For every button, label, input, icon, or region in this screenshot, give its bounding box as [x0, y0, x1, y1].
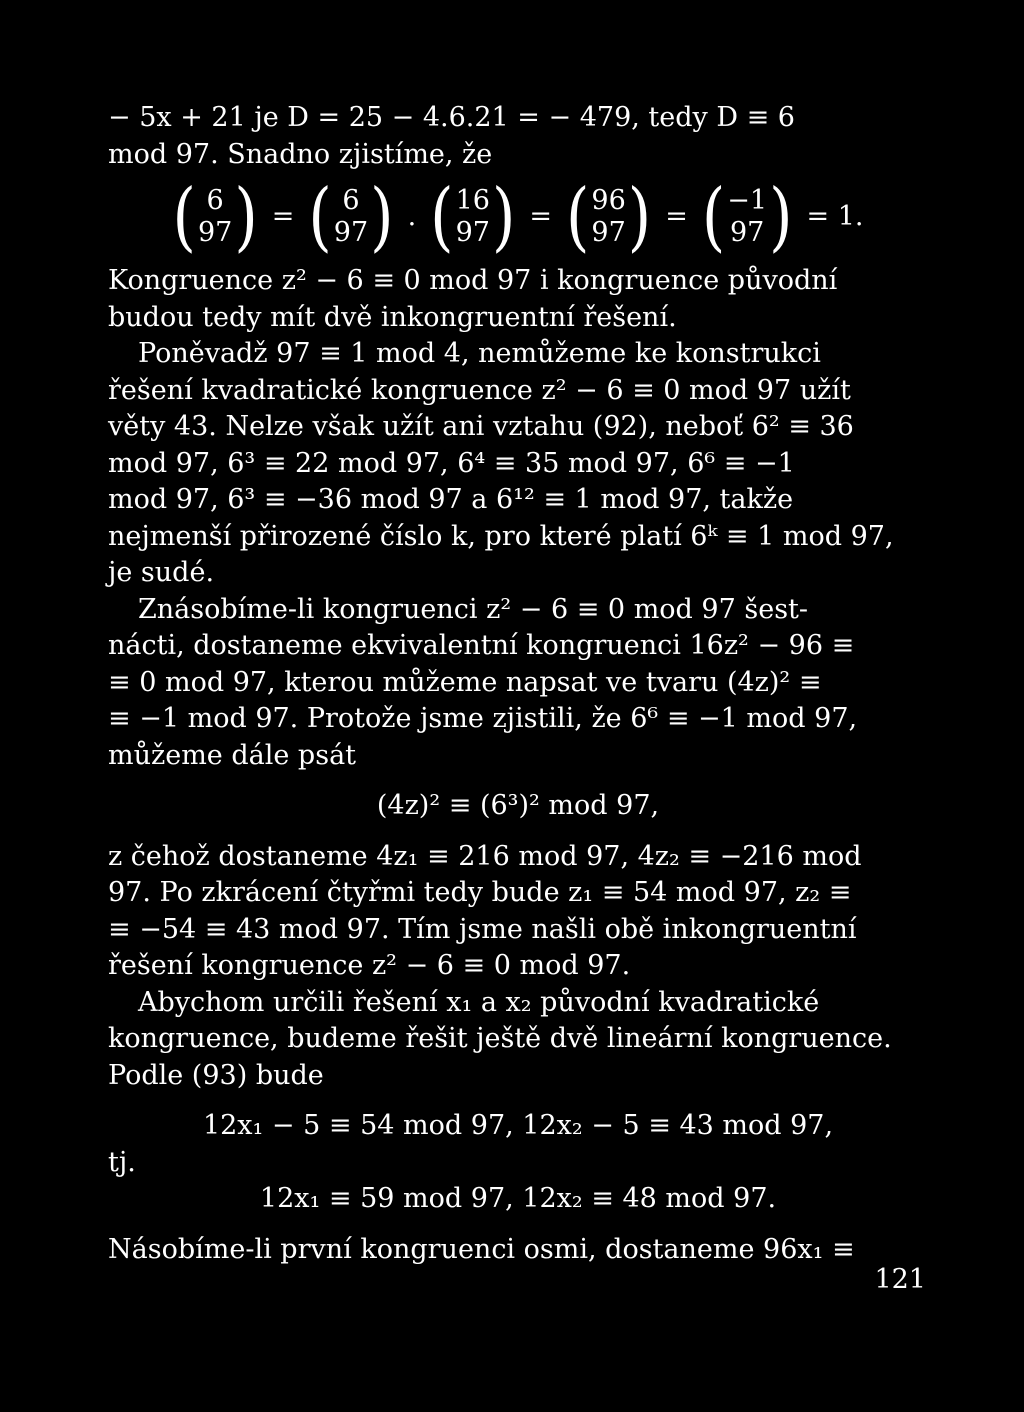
- text-line: tj.: [108, 1146, 136, 1178]
- display-equation: (4z)² ≡ (6³)² mod 97,: [376, 790, 660, 821]
- legendre-symbol: ( 96 97 ): [566, 173, 652, 261]
- text-line: z čehož dostaneme 4z₁ ≡ 216 mod 97, 4z₂ ≡ −216 mod: [108, 840, 862, 872]
- text-line: − 5x + 21 je D = 25 − 4.6.21 = − 479, tedy D ≡ 6: [108, 102, 795, 133]
- text-line: mod 97, 6³ ≡ 22 mod 97, 6⁴ ≡ 35 mod 97, 6⁶ ≡ −1: [108, 447, 795, 479]
- legendre-symbol: ( −1 97 ): [701, 173, 793, 261]
- display-equation: 12x₁ − 5 ≡ 54 mod 97, 12x₂ − 5 ≡ 43 mod 97,: [202, 1110, 834, 1141]
- text-line: řešení kongruence z² − 6 ≡ 0 mod 97.: [108, 950, 631, 981]
- text-line: Podle (93) bude: [108, 1059, 324, 1091]
- text-line: mod 97. Snadno zjistíme, že: [108, 138, 493, 170]
- text-line: nácti, dostaneme ekvivalentní kongruenci 16z² − 96 ≡: [108, 630, 855, 661]
- text-line: Poněvadž 97 ≡ 1 mod 4, nemůžeme ke konstrukci: [138, 338, 821, 369]
- text-line: Násobíme-li první kongruenci osmi, dostaneme 96x₁ ≡: [108, 1233, 855, 1265]
- legendre-symbol: ( 6 97 ): [308, 173, 394, 261]
- text-line: nejmenší přirozené číslo k, pro které platí 6ᵏ ≡ 1 mod 97,: [108, 520, 894, 552]
- text-line: Abychom určili řešení x₁ a x₂ původní kvadratické: [138, 986, 820, 1018]
- text-line: budou tedy mít dvě inkongruentní řešení.: [108, 301, 677, 333]
- text-line: ≡ −1 mod 97. Protože jsme zjistili, že 6⁶ ≡ −1 mod 97,: [108, 703, 858, 734]
- legendre-symbol: ( 6 97 ): [172, 173, 258, 261]
- legendre-symbol: ( 16 97 ): [430, 173, 516, 261]
- text-line: řešení kvadratické kongruence z² − 6 ≡ 0 mod 97 užít: [108, 374, 851, 406]
- text-line: ≡ −54 ≡ 43 mod 97. Tím jsme našli obě inkongruentní: [108, 913, 857, 945]
- text-line: věty 43. Nelze však užít ani vztahu (92), neboť 6² ≡ 36: [108, 411, 854, 442]
- text-line: kongruence, budeme řešit ještě dvě lineární kongruence.: [108, 1023, 892, 1054]
- legendre-equation: ( 6 97 ) = ( 6 97 ) . ( 16 97 ) = ( 96 97 ) = ( −1 97 ) = 1.: [172, 173, 864, 261]
- text-line: je sudé.: [108, 557, 215, 588]
- display-equation: 12x₁ ≡ 59 mod 97, 12x₂ ≡ 48 mod 97.: [259, 1183, 777, 1214]
- page-text: [108, 100, 928, 1268]
- text-line: Znásobíme-li kongruenci z² − 6 ≡ 0 mod 97 šest-: [138, 593, 809, 625]
- text-line: můžeme dále psát: [108, 739, 357, 771]
- page-number: 121: [874, 1264, 926, 1295]
- text-line: ≡ 0 mod 97, kterou můžeme napsat ve tvaru (4z)² ≡: [108, 666, 822, 698]
- text-line: Kongruence z² − 6 ≡ 0 mod 97 i kongruence původní: [108, 265, 838, 296]
- text-line: 97. Po zkrácení čtyřmi tedy bude z₁ ≡ 54 mod 97, z₂ ≡: [108, 877, 852, 908]
- text-line: mod 97, 6³ ≡ −36 mod 97 a 6¹² ≡ 1 mod 97, takže: [108, 484, 794, 515]
